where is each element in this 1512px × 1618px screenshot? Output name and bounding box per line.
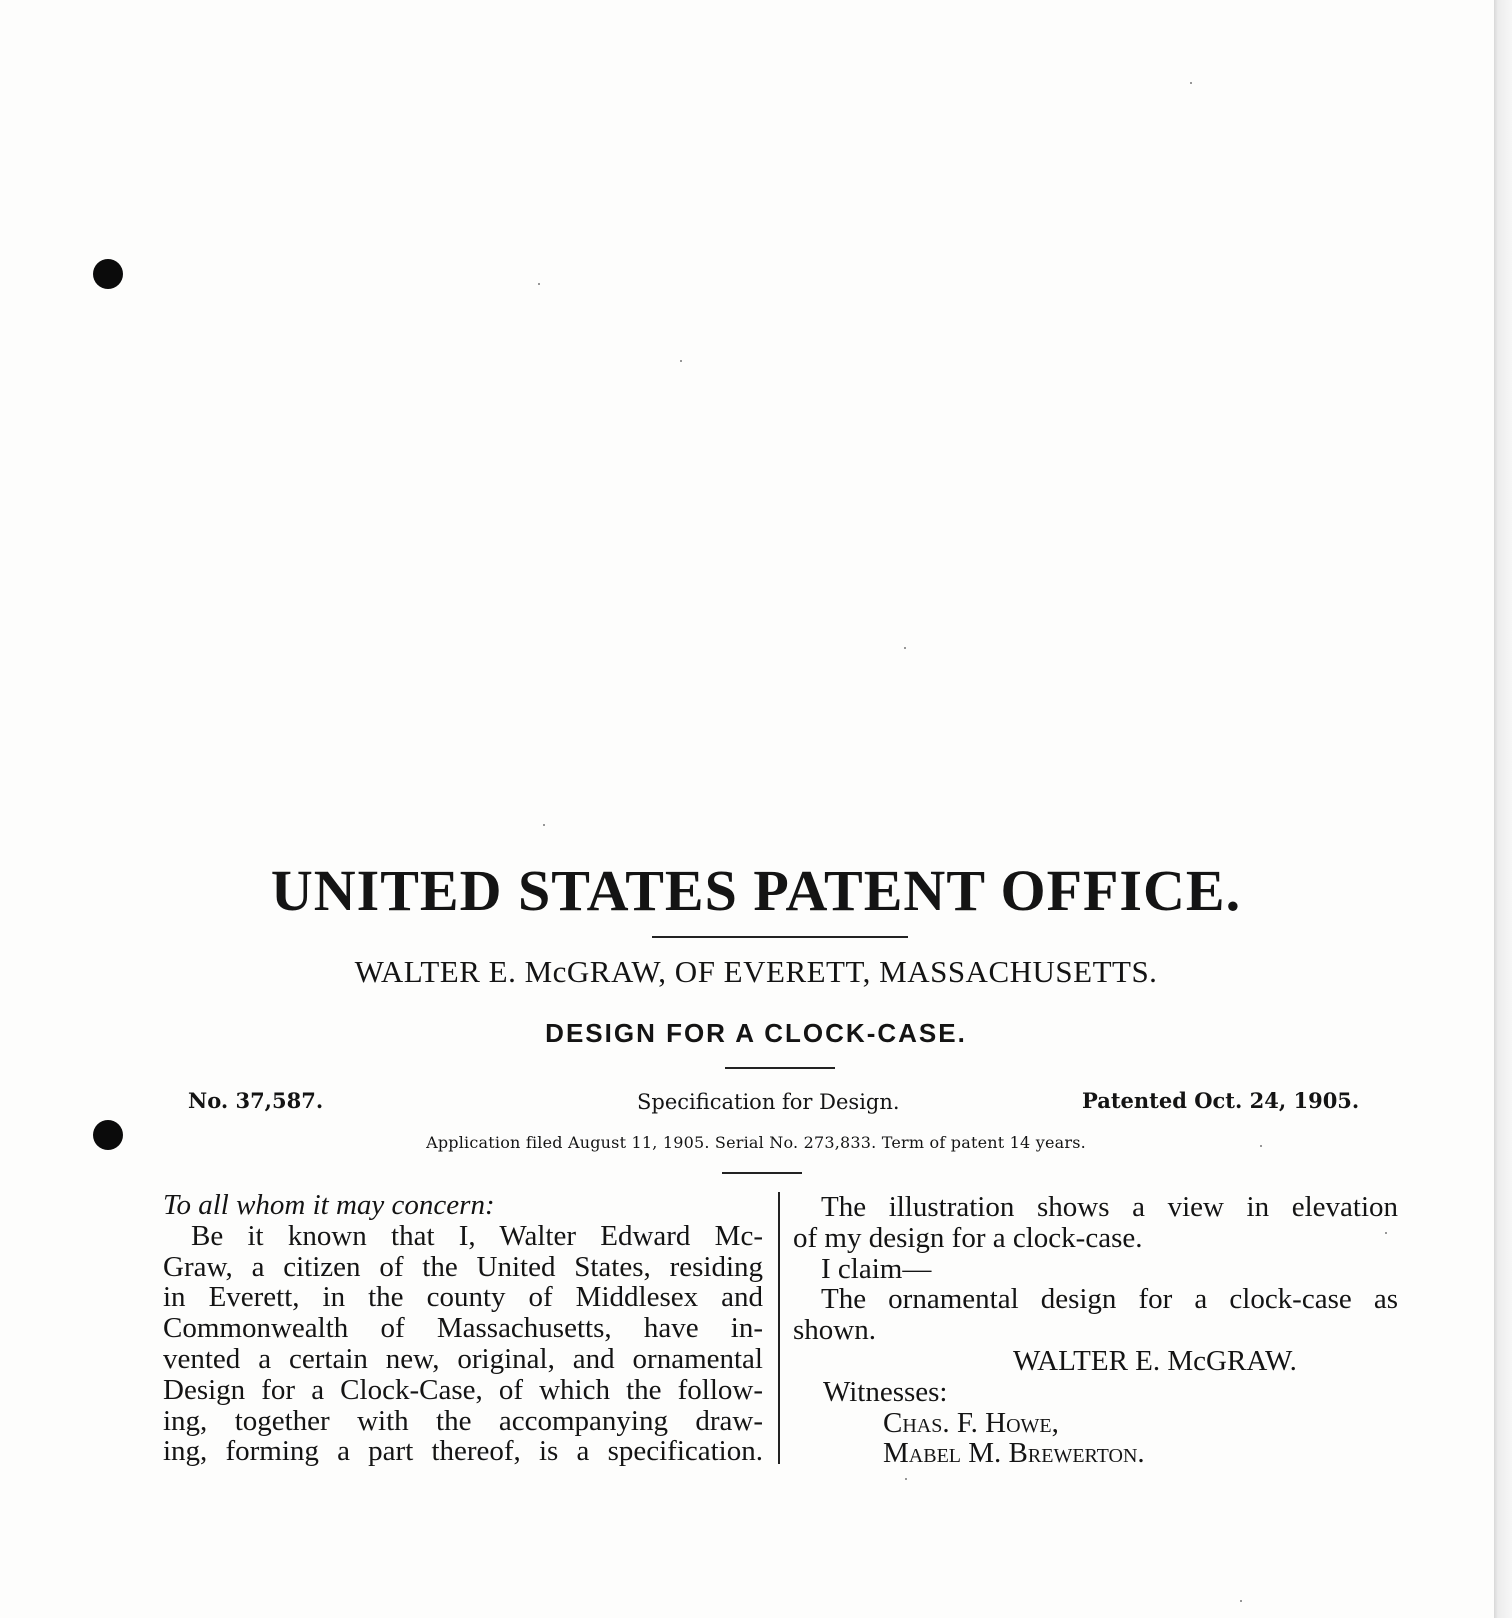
office-title: UNITED STATES PATENT OFFICE. [270,858,1242,923]
claim-intro: I claim— [821,1252,932,1285]
scan-speck [1240,1600,1242,1602]
scan-speck [543,824,545,826]
inventor-line: WALTER E. McGRAW, OF EVERETT, MASSACHUSETTS. [354,954,1158,989]
application-rule [722,1172,802,1174]
body-line: Be it known that I, Walter Edward Mc- [191,1219,763,1252]
punch-hole-top [93,259,123,289]
patented-date: Patented Oct. 24, 1905. [1082,1088,1360,1113]
salutation: To all whom it may concern: [163,1189,495,1221]
body-line: ing, together with the accompanying draw- [163,1404,763,1437]
scan-speck [1190,82,1192,84]
scan-speck [905,1478,907,1480]
application-line: Application filed August 11, 1905. Serial No. 273,833. Term of patent 14 years. [426,1133,1086,1152]
claim-line: shown. [793,1314,876,1347]
illustration-line: The illustration shows a view in elevation [821,1191,1398,1223]
witness-name: Chas. F. Howe, [883,1406,1059,1439]
witness-name: Mabel M. Brewerton. [883,1437,1145,1470]
body-line: ing, forming a part thereof, is a specification. [163,1435,763,1468]
claim-line: The ornamental design for a clock-case as [821,1283,1398,1316]
inventor-signature: WALTER E. McGRAW. [1013,1344,1297,1377]
patent-number: No. 37,587. [188,1088,324,1113]
illustration-line: of my design for a clock-case. [793,1221,1143,1254]
right-column [793,1192,1398,1469]
body-line: in Everett, in the county of Middlesex and [163,1281,763,1314]
witnesses-label: Witnesses: [823,1375,948,1408]
column-divider [778,1192,780,1464]
page-edge-shadow [1494,0,1512,1618]
spec-label: Specification for Design. [637,1090,900,1114]
body-line: Commonwealth of Massachusetts, have in- [163,1312,763,1345]
design-rule [725,1067,835,1069]
body-line: Design for a Clock-Case, of which the follow- [163,1373,763,1406]
design-title: DESIGN FOR A CLOCK-CASE. [545,1018,967,1048]
left-column [163,1190,763,1467]
scan-speck [680,360,682,362]
scan-speck [904,647,906,649]
body-line: Graw, a citizen of the United States, residing [163,1250,763,1283]
body-line: vented a certain new, original, and ornamental [163,1342,763,1375]
title-rule [652,936,908,938]
scan-speck [538,283,540,285]
